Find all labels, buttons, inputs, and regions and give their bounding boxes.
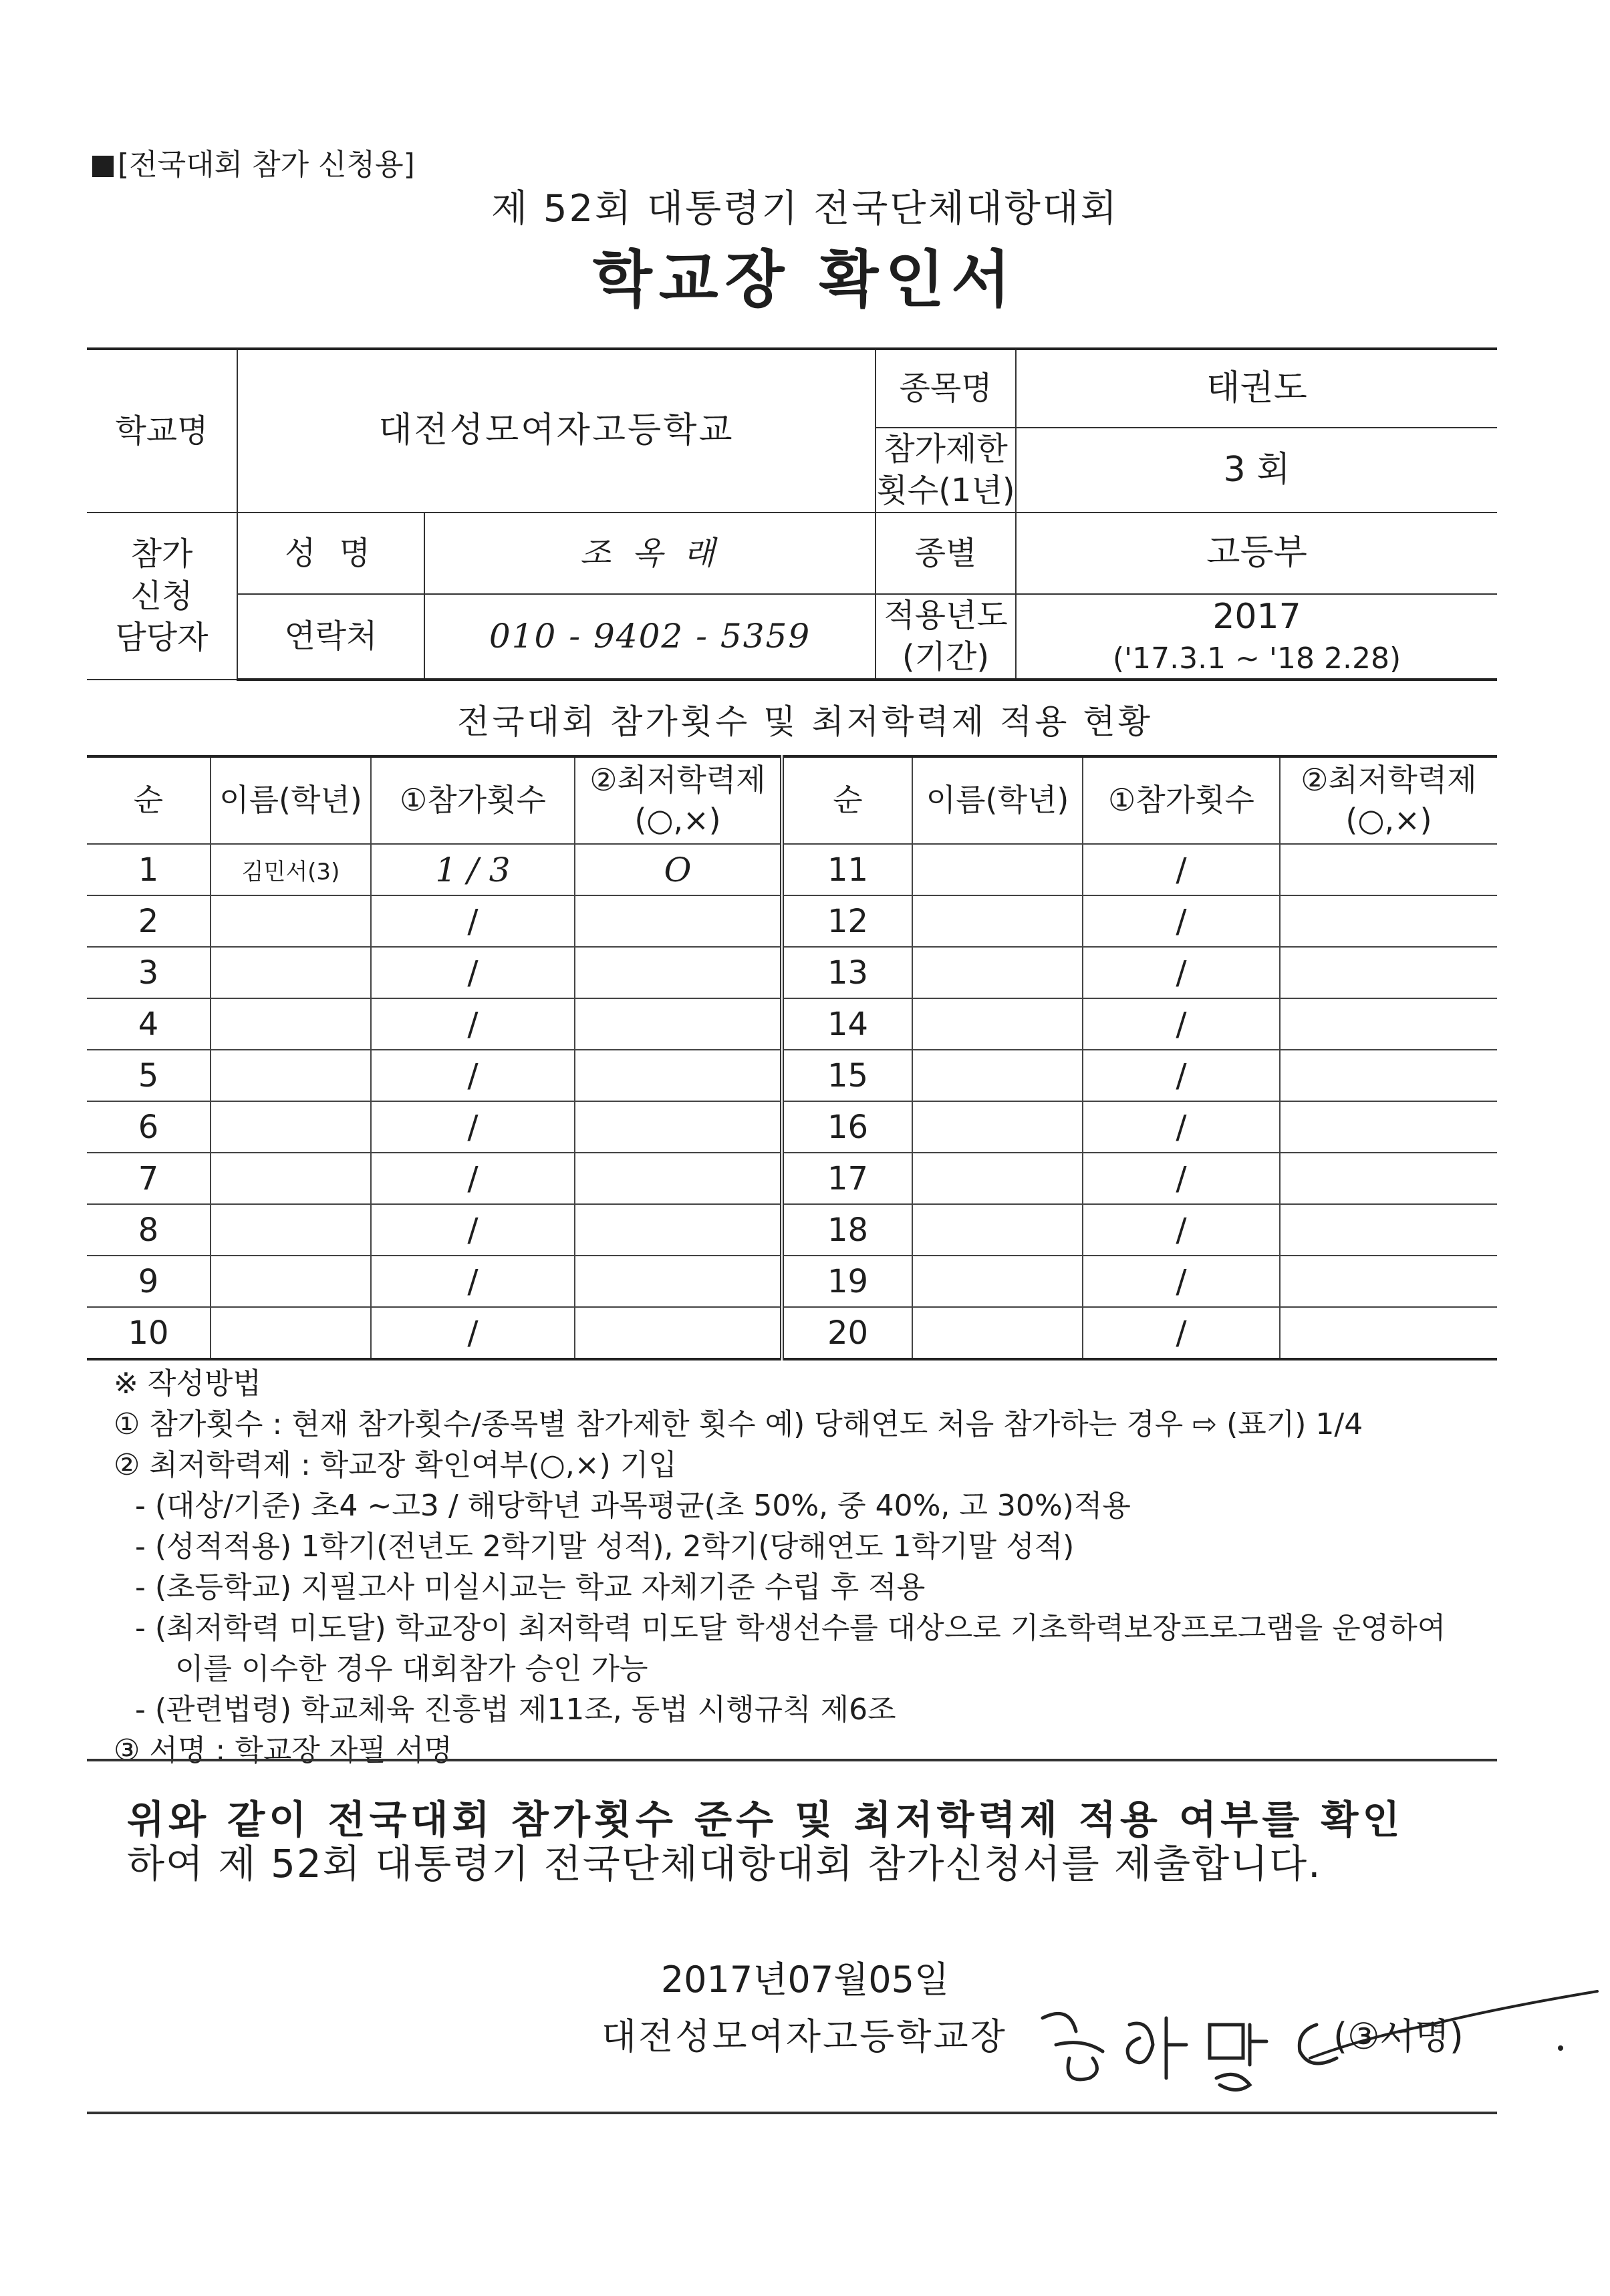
min-edu-mark xyxy=(1280,1256,1497,1307)
table-header-row xyxy=(87,756,1497,844)
contact-label-line2: 신청 xyxy=(130,577,193,615)
student-name xyxy=(912,1050,1083,1101)
row-number: 12 xyxy=(782,895,912,947)
name-value: 조 옥 래 xyxy=(424,513,876,594)
min-edu-header-line2: (○,×) xyxy=(634,802,721,838)
info-table xyxy=(87,347,1497,681)
instructions-heading: ※ 작성방법 xyxy=(114,1367,261,1401)
year-value xyxy=(1016,594,1497,680)
student-name xyxy=(211,1204,371,1256)
participation-count: / xyxy=(1083,1256,1280,1307)
instruction-subitem: - (최저학력 미도달) 학교장이 최저학력 미도달 학생선수를 대상으로 기초학력보장프로그램을 운영하여 xyxy=(135,1611,1446,1645)
instruction-subitem: - (대상/기준) 초4 ~고3 / 해당학년 과목평균(초 50%, 중 40%, 고 30%)적용 xyxy=(135,1489,1131,1523)
principal-signature xyxy=(1029,1978,1604,2098)
min-edu-header-right-line1: ②최저학력제 xyxy=(1301,762,1477,799)
student-name xyxy=(912,1101,1083,1153)
participation-count: / xyxy=(371,1153,575,1204)
divider-bottom xyxy=(87,2112,1497,2114)
min-edu-mark xyxy=(1280,1101,1497,1153)
row-number: 9 xyxy=(87,1256,211,1307)
min-edu-mark xyxy=(575,1050,782,1101)
min-edu-mark xyxy=(575,998,782,1050)
name-label: 성 명 xyxy=(237,513,424,594)
divider-top xyxy=(87,1759,1497,1761)
participation-count: / xyxy=(371,1307,575,1359)
student-name xyxy=(912,1307,1083,1359)
student-name xyxy=(211,1256,371,1307)
table-row xyxy=(87,1101,1497,1153)
phone-value: 010 - 9402 - 5359 xyxy=(424,594,876,680)
student-name: 김민서(3) xyxy=(211,844,371,895)
min-edu-mark xyxy=(1280,947,1497,998)
participation-count: / xyxy=(371,1256,575,1307)
event-value: 태권도 xyxy=(1016,349,1497,428)
student-name xyxy=(211,947,371,998)
year-label xyxy=(876,594,1016,680)
year-label-line2: (기간) xyxy=(902,638,990,676)
min-edu-mark xyxy=(575,1307,782,1359)
student-name xyxy=(211,1307,371,1359)
issue-date: 2017년07월05일 xyxy=(660,1959,950,2001)
col-header-min-edu xyxy=(575,756,782,844)
participation-limit-value: 3 회 xyxy=(1016,428,1497,513)
table-row xyxy=(87,998,1497,1050)
row-number: 15 xyxy=(782,1050,912,1101)
confirmation-line2: 하여 제 52회 대통령기 전국단체대항대회 참가신청서를 제출합니다. xyxy=(127,1841,1322,1886)
phone-label: 연락처 xyxy=(237,594,424,680)
form-type-tag xyxy=(92,140,415,183)
min-edu-mark xyxy=(575,1101,782,1153)
participation-count: / xyxy=(1083,844,1280,895)
instructions xyxy=(114,1363,1504,1771)
participation-count: 1 / 3 xyxy=(371,844,575,895)
student-name xyxy=(912,844,1083,895)
participation-count: / xyxy=(1083,1204,1280,1256)
student-name xyxy=(211,1153,371,1204)
col-header-name-right: 이름(학년) xyxy=(912,756,1083,844)
participation-table xyxy=(87,755,1497,1360)
row-number: 5 xyxy=(87,1050,211,1101)
min-edu-mark xyxy=(575,1153,782,1204)
min-edu-header-right-line2: (○,×) xyxy=(1345,802,1432,838)
period-range: ('17.3.1 ~ '18 2.28) xyxy=(1112,641,1401,676)
min-edu-mark xyxy=(1280,844,1497,895)
student-name xyxy=(912,1204,1083,1256)
min-edu-mark xyxy=(575,1256,782,1307)
min-edu-mark xyxy=(1280,1153,1497,1204)
participation-count: / xyxy=(1083,1307,1280,1359)
limit-label-line2: 횟수(1년) xyxy=(876,472,1015,510)
event-label: 종목명 xyxy=(876,349,1016,428)
student-name xyxy=(211,998,371,1050)
min-edu-mark: O xyxy=(575,844,782,895)
participation-count: / xyxy=(371,1101,575,1153)
col-header-count-right: ①참가횟수 xyxy=(1083,756,1280,844)
contact-person-label xyxy=(87,513,237,680)
row-number: 7 xyxy=(87,1153,211,1204)
student-name xyxy=(912,947,1083,998)
min-edu-mark xyxy=(1280,998,1497,1050)
participation-count: / xyxy=(1083,1050,1280,1101)
min-edu-mark xyxy=(575,895,782,947)
min-edu-header-line1: ②최저학력제 xyxy=(589,762,766,799)
participation-count: / xyxy=(1083,1101,1280,1153)
min-edu-mark xyxy=(1280,1204,1497,1256)
school-name-value: 대전성모여자고등학교 xyxy=(237,349,876,513)
col-header-count: ①참가횟수 xyxy=(371,756,575,844)
min-edu-mark xyxy=(1280,1307,1497,1359)
row-number: 1 xyxy=(87,844,211,895)
row-number: 10 xyxy=(87,1307,211,1359)
row-number: 14 xyxy=(782,998,912,1050)
student-name xyxy=(912,1256,1083,1307)
row-number: 17 xyxy=(782,1153,912,1204)
participation-count: / xyxy=(1083,1153,1280,1204)
row-number: 19 xyxy=(782,1256,912,1307)
table-row xyxy=(87,1204,1497,1256)
participation-count: / xyxy=(371,1050,575,1101)
participation-count: / xyxy=(371,998,575,1050)
table-row xyxy=(87,947,1497,998)
participation-limit-label xyxy=(876,428,1016,513)
row-number: 4 xyxy=(87,998,211,1050)
instruction-item: ③ 서명 : 학교장 자필 서명 xyxy=(114,1733,452,1767)
student-name xyxy=(211,895,371,947)
school-name-label: 학교명 xyxy=(87,349,237,513)
student-name xyxy=(912,895,1083,947)
participation-count: / xyxy=(371,947,575,998)
instruction-item: ① 참가횟수 : 현재 참가횟수/종목별 참가제한 횟수 예) 당해연도 처음 참가하는 경우 ⇨ (표기) 1/4 xyxy=(114,1407,1363,1441)
row-number: 6 xyxy=(87,1101,211,1153)
table-row xyxy=(87,1256,1497,1307)
min-edu-mark xyxy=(575,1204,782,1256)
table-row xyxy=(87,895,1497,947)
division-value: 고등부 xyxy=(1016,513,1497,594)
min-edu-mark xyxy=(1280,1050,1497,1101)
student-name xyxy=(211,1101,371,1153)
row-number: 18 xyxy=(782,1204,912,1256)
row-number: 20 xyxy=(782,1307,912,1359)
participation-count: / xyxy=(1083,998,1280,1050)
principal-title: 대전성모여자고등학교장 xyxy=(601,2015,1007,2057)
signature-label: (③서명) xyxy=(1333,2015,1464,2057)
student-name xyxy=(211,1050,371,1101)
contact-label-line3: 담당자 xyxy=(115,618,209,656)
student-name xyxy=(912,998,1083,1050)
row-number: 16 xyxy=(782,1101,912,1153)
col-header-no: 순 xyxy=(87,756,211,844)
instruction-subitem: 이를 이수한 경우 대회참가 승인 가능 xyxy=(175,1652,648,1686)
document-title: 학교장 확인서 xyxy=(592,244,1018,315)
limit-label-line1: 참가제한 xyxy=(884,430,1008,468)
confirmation-line1: 위와 같이 전국대회 참가횟수 준수 및 최저학력제 적용 여부를 확인 xyxy=(127,1797,1404,1842)
row-number: 11 xyxy=(782,844,912,895)
col-header-min-edu-right xyxy=(1280,756,1497,844)
participation-count: / xyxy=(371,1204,575,1256)
instruction-subitem: - (초등학교) 지필고사 미실시교는 학교 자체기준 수립 후 적용 xyxy=(135,1570,926,1604)
min-edu-mark xyxy=(575,947,782,998)
participation-count: / xyxy=(1083,895,1280,947)
table-row xyxy=(87,844,1497,895)
student-name xyxy=(912,1153,1083,1204)
instruction-subitem: - (관련법령) 학교체육 진흥법 제11조, 동법 시행규칙 제6조 xyxy=(135,1693,896,1727)
confirmation-statement xyxy=(127,1798,1504,1886)
participation-count: / xyxy=(371,895,575,947)
year-number: 2017 xyxy=(1212,596,1301,637)
instruction-subitem: - (성적적용) 1학기(전년도 2학기말 성적), 2학기(당해연도 1학기말 성적) xyxy=(135,1530,1075,1564)
square-bullet-icon xyxy=(92,156,114,177)
division-label: 종별 xyxy=(876,513,1016,594)
section-title: 전국대회 참가횟수 및 최저학력제 적용 현황 xyxy=(457,702,1153,741)
contact-label-line1: 참가 xyxy=(130,535,193,573)
row-number: 8 xyxy=(87,1204,211,1256)
table-row xyxy=(87,1307,1497,1359)
col-header-name: 이름(학년) xyxy=(211,756,371,844)
table-row xyxy=(87,1153,1497,1204)
row-number: 2 xyxy=(87,895,211,947)
table-row xyxy=(87,1050,1497,1101)
participation-count: / xyxy=(1083,947,1280,998)
row-number: 13 xyxy=(782,947,912,998)
form-type-text: [전국대회 참가 신청용] xyxy=(118,148,415,182)
event-subtitle: 제 52회 대통령기 전국단체대항대회 xyxy=(491,187,1119,231)
year-label-line1: 적용년도 xyxy=(884,596,1008,634)
instruction-item: ② 최저학력제 : 학교장 확인여부(○,×) 기입 xyxy=(114,1448,677,1482)
min-edu-mark xyxy=(1280,895,1497,947)
col-header-no-right: 순 xyxy=(782,756,912,844)
row-number: 3 xyxy=(87,947,211,998)
